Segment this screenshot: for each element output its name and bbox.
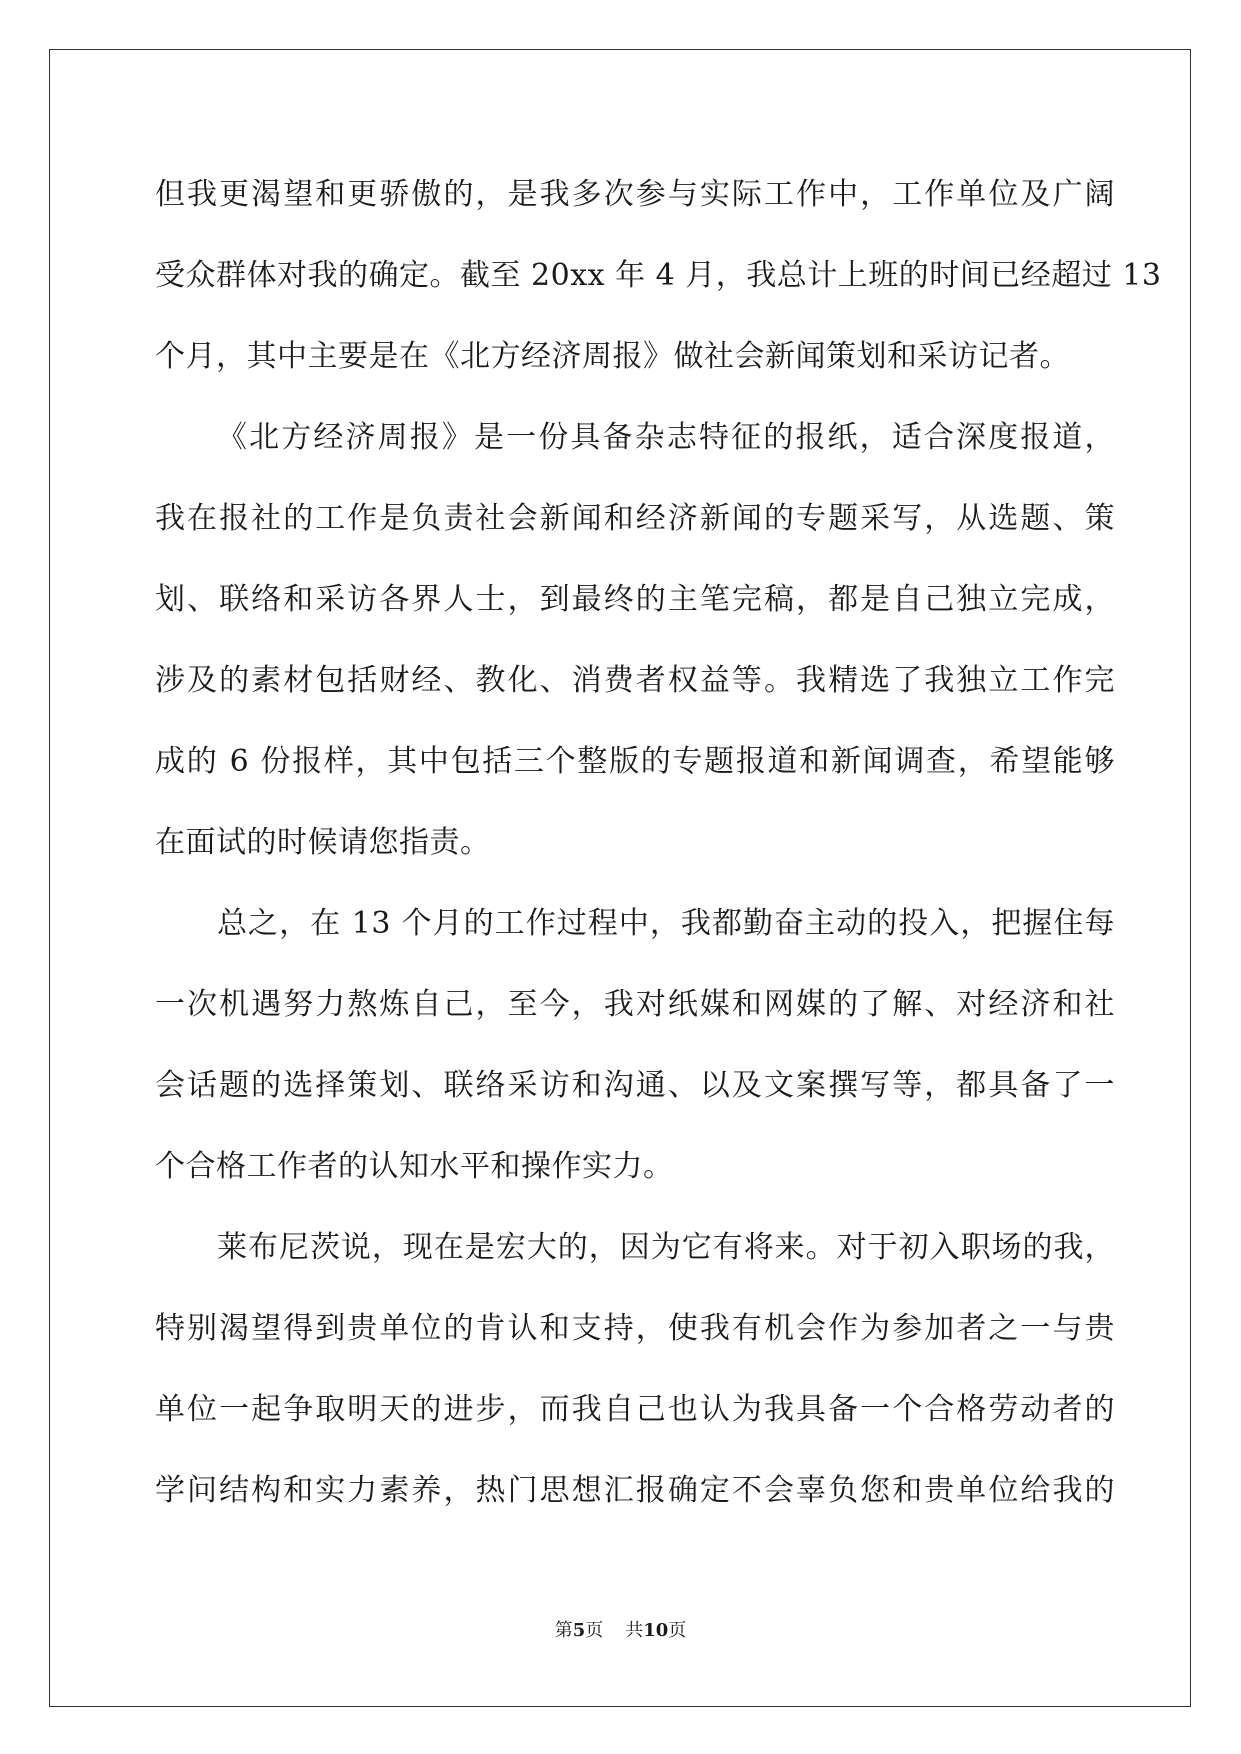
total-suffix: 页	[668, 1620, 687, 1641]
text-line: 在面试的时候请您指责。	[155, 825, 491, 860]
text-line: 划、联络和采访各界人士，到最终的主笔完稿，都是自己独立完成，	[155, 582, 1115, 617]
text-line: 个月，其中主要是在《北方经济周报》做社会新闻策划和采访记者。	[155, 339, 1070, 374]
text-line: 但我更渴望和更骄傲的，是我多次参与实际工作中，工作单位及广阔	[155, 177, 1115, 212]
text-line: 学问结构和实力素养，热门思想汇报确定不会辜负您和贵单位给我的	[155, 1473, 1115, 1508]
total-prefix: 共	[625, 1620, 644, 1641]
page-prefix: 第	[554, 1620, 573, 1641]
text-line: 总之，在 13 个月的工作过程中，我都勤奋主动的投入，把握住每	[217, 906, 1115, 941]
text-line: 受众群体对我的确定。截至 20xx 年 4 月，我总计上班的时间已经超过 13	[155, 258, 1162, 293]
text-line: 成的 6 份报样，其中包括三个整版的专题报道和新闻调查，希望能够	[155, 744, 1115, 779]
page-suffix: 页	[585, 1620, 604, 1641]
text-line: 莱布尼茨说，现在是宏大的，因为它有将来。对于初入职场的我，	[217, 1230, 1115, 1265]
text-line: 《北方经济周报》是一份具备杂志特征的报纸，适合深度报道，	[217, 420, 1115, 455]
total-page-count: 10	[643, 1620, 669, 1641]
text-line: 会话题的选择策划、联络采访和沟通、以及文案撰写等，都具备了一	[155, 1068, 1115, 1103]
current-page-number: 5	[572, 1620, 586, 1641]
document-body	[155, 154, 1162, 1531]
text-line: 个合格工作者的认知水平和操作实力。	[155, 1149, 674, 1184]
text-line: 一次机遇努力熬炼自己，至今，我对纸媒和网媒的了解、对经济和社	[155, 987, 1115, 1022]
text-line: 单位一起争取明天的进步，而我自己也认为我具备一个合格劳动者的	[155, 1392, 1115, 1427]
text-line: 特别渴望得到贵单位的肯认和支持，使我有机会作为参加者之一与贵	[155, 1311, 1115, 1346]
page-footer	[0, 1619, 1241, 1643]
text-line: 涉及的素材包括财经、教化、消费者权益等。我精选了我独立工作完	[155, 663, 1115, 698]
text-line: 我在报社的工作是负责社会新闻和经济新闻的专题采写，从选题、策	[155, 501, 1115, 536]
